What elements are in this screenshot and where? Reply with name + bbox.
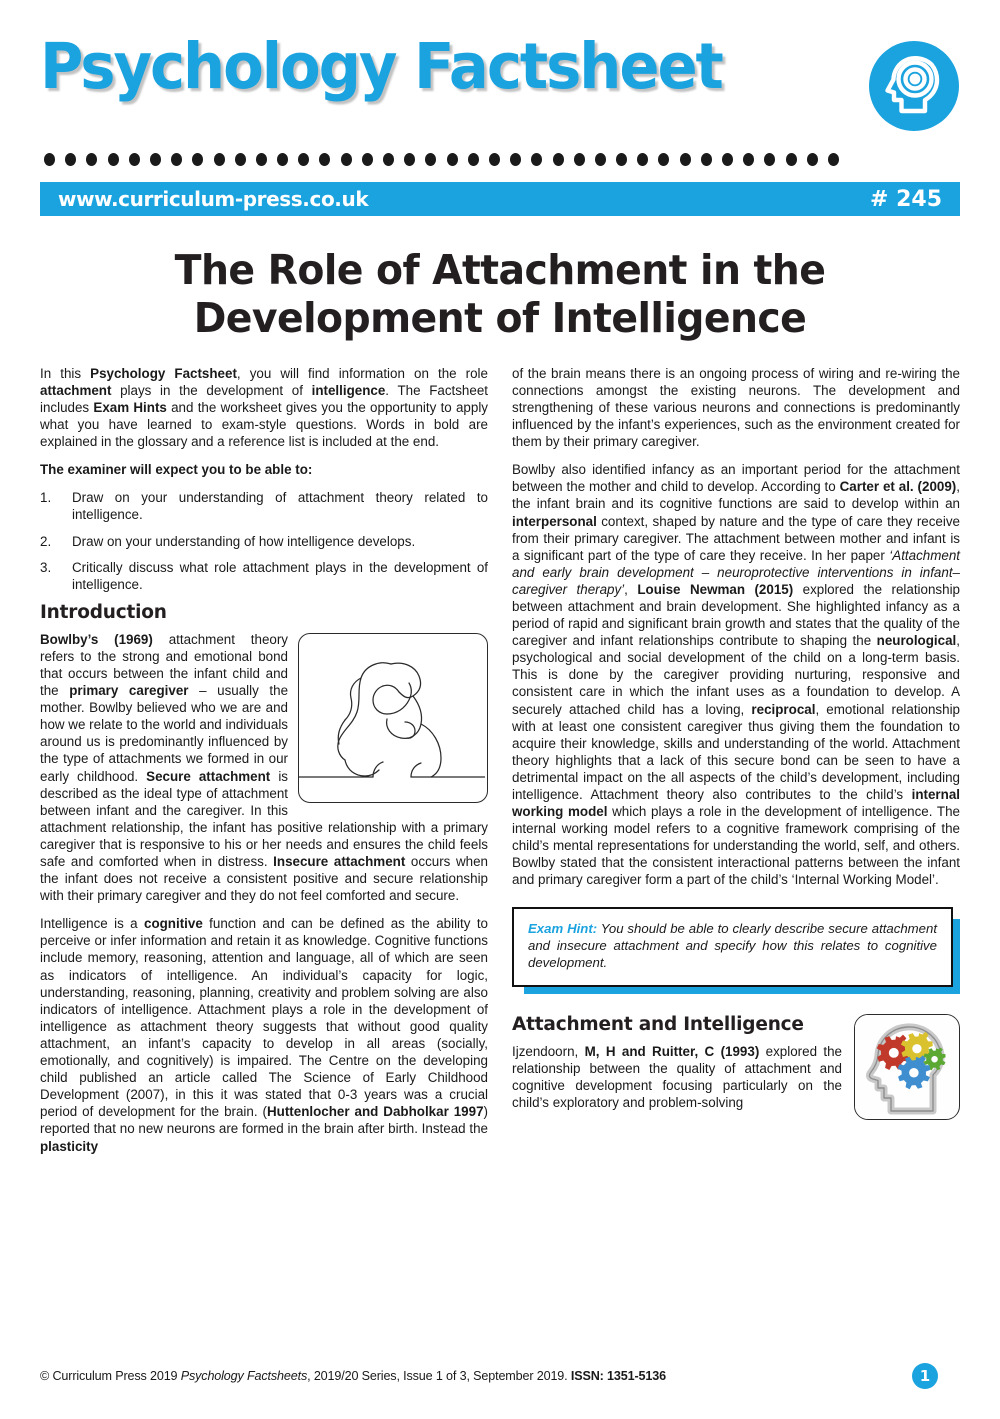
decorative-dot <box>108 153 119 166</box>
decorative-dot <box>86 153 97 166</box>
decorative-dot <box>425 153 436 166</box>
right-column <box>512 365 960 1166</box>
introduction-heading: Introduction <box>40 601 167 623</box>
brand-title: Psychology Factsheet <box>40 30 722 103</box>
decorative-dot <box>65 153 76 166</box>
footer-issn: ISSN: 1351-5136 <box>570 1369 666 1383</box>
exam-hint-content <box>512 907 953 987</box>
decorative-dot <box>235 153 246 166</box>
decorative-dot <box>680 153 691 166</box>
decorative-dot <box>468 153 479 166</box>
decorative-dot-row <box>44 153 960 166</box>
decorative-dot <box>658 153 669 166</box>
intro-paragraph: In this Psychology Factsheet, you will find information on the role attachment plays in the development of intelligence. The Factsheet includes Exam Hints and the worksheet gives you the opportunity to apply what you have learned to exam-style questions. Words in bold are explained in the glossary and a reference list is included at the end. <box>40 365 488 450</box>
decorative-dot <box>828 153 839 166</box>
decorative-dot <box>553 153 564 166</box>
decorative-dot <box>362 153 373 166</box>
footer-series-text: , 2019/20 Series, Issue 1 of 3, September 2019. <box>307 1369 571 1383</box>
decorative-dot <box>404 153 415 166</box>
decorative-dot <box>44 153 55 166</box>
footer-publication-name: Psychology Factsheets <box>180 1369 308 1383</box>
attachment-intelligence-section <box>512 1014 960 1111</box>
decorative-dot <box>489 153 500 166</box>
decorative-dot <box>277 153 288 166</box>
decorative-dot <box>637 153 648 166</box>
decorative-dot <box>786 153 797 166</box>
exam-hint-label: Exam Hint: <box>528 920 598 936</box>
expectation-text: Critically discuss what role attachment plays in the development of intelligence. <box>72 559 488 592</box>
content-columns <box>40 365 960 1166</box>
decorative-dot <box>150 153 161 166</box>
attachment-intelligence-heading: Attachment and Intelligence <box>512 1013 804 1035</box>
expectation-text: Draw on your understanding of attachment theory related to intelligence. <box>72 490 488 523</box>
expect-heading: The examiner will expect you to be able to: <box>40 462 313 478</box>
expectation-item <box>40 533 488 550</box>
expectation-text: Draw on your understanding of how intelligence develops. <box>72 533 416 549</box>
decorative-dot <box>171 153 182 166</box>
expectations-list <box>40 489 488 592</box>
expectation-item <box>40 559 488 593</box>
decorative-dot <box>510 153 521 166</box>
exam-hint-text: You should be able to clearly describe secure attachment and insecure attachment and specify how this relates to cognitive development. <box>528 920 937 971</box>
website-url[interactable]: www.curriculum-press.co.uk <box>58 187 369 211</box>
decorative-dot <box>531 153 542 166</box>
decorative-dot <box>764 153 775 166</box>
decorative-dot <box>743 153 754 166</box>
decorative-dot <box>447 153 458 166</box>
left-column <box>40 365 488 1166</box>
expectation-number: 3. <box>40 559 52 575</box>
expectation-item <box>40 489 488 523</box>
expectation-number: 2. <box>40 533 52 549</box>
exam-hint-box <box>512 907 960 994</box>
ijzendoorn-paragraph: Ijzendoorn, M, H and Ruitter, C (1993) explored the relationship between the quality of attachment and cognitive development focusing particularly on the child’s exploratory and problem-solving <box>512 1043 842 1111</box>
decorative-dot <box>256 153 267 166</box>
page-footer <box>40 1363 960 1389</box>
footer-copyright-text: © Curriculum Press 2019 <box>40 1369 181 1383</box>
url-bar <box>40 182 960 216</box>
page-title: The Role of Attachment in the Development of Intelligence <box>174 246 826 343</box>
brain-plasticity-paragraph: of the brain means there is an ongoing process of wiring and re-wiring the connections amongst the existing neurons. The development and strengthening of these various neurons and connections is predominantly influenced by the infant’s experiences, such as the environment created for them by their primary caregiver. <box>512 365 960 450</box>
issue-number: # 245 <box>869 186 942 212</box>
decorative-dot <box>319 153 330 166</box>
brand-row <box>40 30 960 137</box>
decorative-dot <box>701 153 712 166</box>
decorative-dot <box>192 153 203 166</box>
decorative-dot <box>341 153 352 166</box>
page-header <box>0 0 1000 216</box>
introduction-paragraph: Bowlby’s (1969) attachment theory refers to the strong and emotional bond that occurs between the infant child and the primary caregiver – usually the mother. Bowlby believed who we are and how we relate to the world and individuals around us is predominantly influenced by the type of attachments we formed in our early childhood. Secure attachment is described as the ideal type of attachment between infant and the caregiver. In this attachment relationship, the infant has positive relationship with a primary caregiver that is responsive to his or her needs and ensures the child feels safe and comforted when in distress. Insecure attachment occurs when the infant does not receive a consistent positive and secure relationship with their primary caregiver and they do not feel comforted and secure. <box>40 631 488 904</box>
decorative-dot <box>383 153 394 166</box>
head-target-icon <box>868 40 960 137</box>
intelligence-paragraph: Intelligence is a cognitive function and can be defined as the ability to perceive or infer information and retain it as knowledge. Cognitive functions include memory, reasoning, attention and language, all of which are seen as indicators of intelligence. An individual’s capacity for logic, understanding, reasoning, planning, creativity and problem solving are also indicators of intelligence. Attachment plays a role in the development of intelligence as attachment theory suggests that without good quality attachment, an infant’s capacity to develop in all areas (socially, emotionally, and cognitively) is impaired. The Centre on the developing child published an article called The Science of Early Childhood Development (2007), in this it was stated that 0-3 years was a crucial period of development for the brain. (Huttenlocher and Dabholkar 1997) reported that no new neurons are formed in the brain after birth. Instead the plasticity <box>40 916 488 1154</box>
bowlby-infancy-paragraph: Bowlby also identified infancy as an important period for the attachment between the mother and child to develop. According to Carter et al. (2009), the infant brain and its cognitive functions are said to develop within an interpersonal context, shaped by nature and the type of care they receive from their primary caregiver. The attachment between mother and infant is a significant part of the type of care they receive. In her paper ‘Attachment and early brain development – neuroprotective interventions in infant–caregiver therapy’, Louise Newman (2015) explored the relationship between attachment and brain development. She highlighted infancy as a period of rapid and significant brain growth and states that the quality of the caregiver and infant relationships contribute to shaping the neurological, psychological and social development of the child on a long-term basis. This is done by the caregiver providing nurturing, responsive and consistent care in which the infant uses as a foundation to develop. A securely attached child has a loving, reciprocal, emotional relationship with at least one consistent caregiver thus giving them the foundation to acquire their knowledge, skills and understanding of the world. Attachment theory highlights that a lack of this secure bond can be seen to have a detrimental impact on the all aspects of the child’s development, including intelligence. Attachment theory also contributes to the child’s internal working model which plays a role in the development of intelligence. The internal working model refers to a cognitive framework comprising of the child’s mental representations for understanding the world, self, and others. Bowlby stated that the consistent interactional patterns between the infant and primary caregiver form a part of the child’s ‘Internal Working Model’. <box>512 462 960 888</box>
decorative-dot <box>595 153 606 166</box>
decorative-dot <box>722 153 733 166</box>
head-with-gears-icon <box>854 1014 960 1120</box>
mother-and-baby-line-art <box>298 633 488 803</box>
decorative-dot <box>574 153 585 166</box>
footer-copyright <box>40 1369 666 1383</box>
expectation-number: 1. <box>40 490 52 506</box>
decorative-dot <box>129 153 140 166</box>
page-number-badge: 1 <box>912 1363 938 1389</box>
decorative-dot <box>298 153 309 166</box>
decorative-dot <box>616 153 627 166</box>
decorative-dot <box>214 153 225 166</box>
decorative-dot <box>807 153 818 166</box>
